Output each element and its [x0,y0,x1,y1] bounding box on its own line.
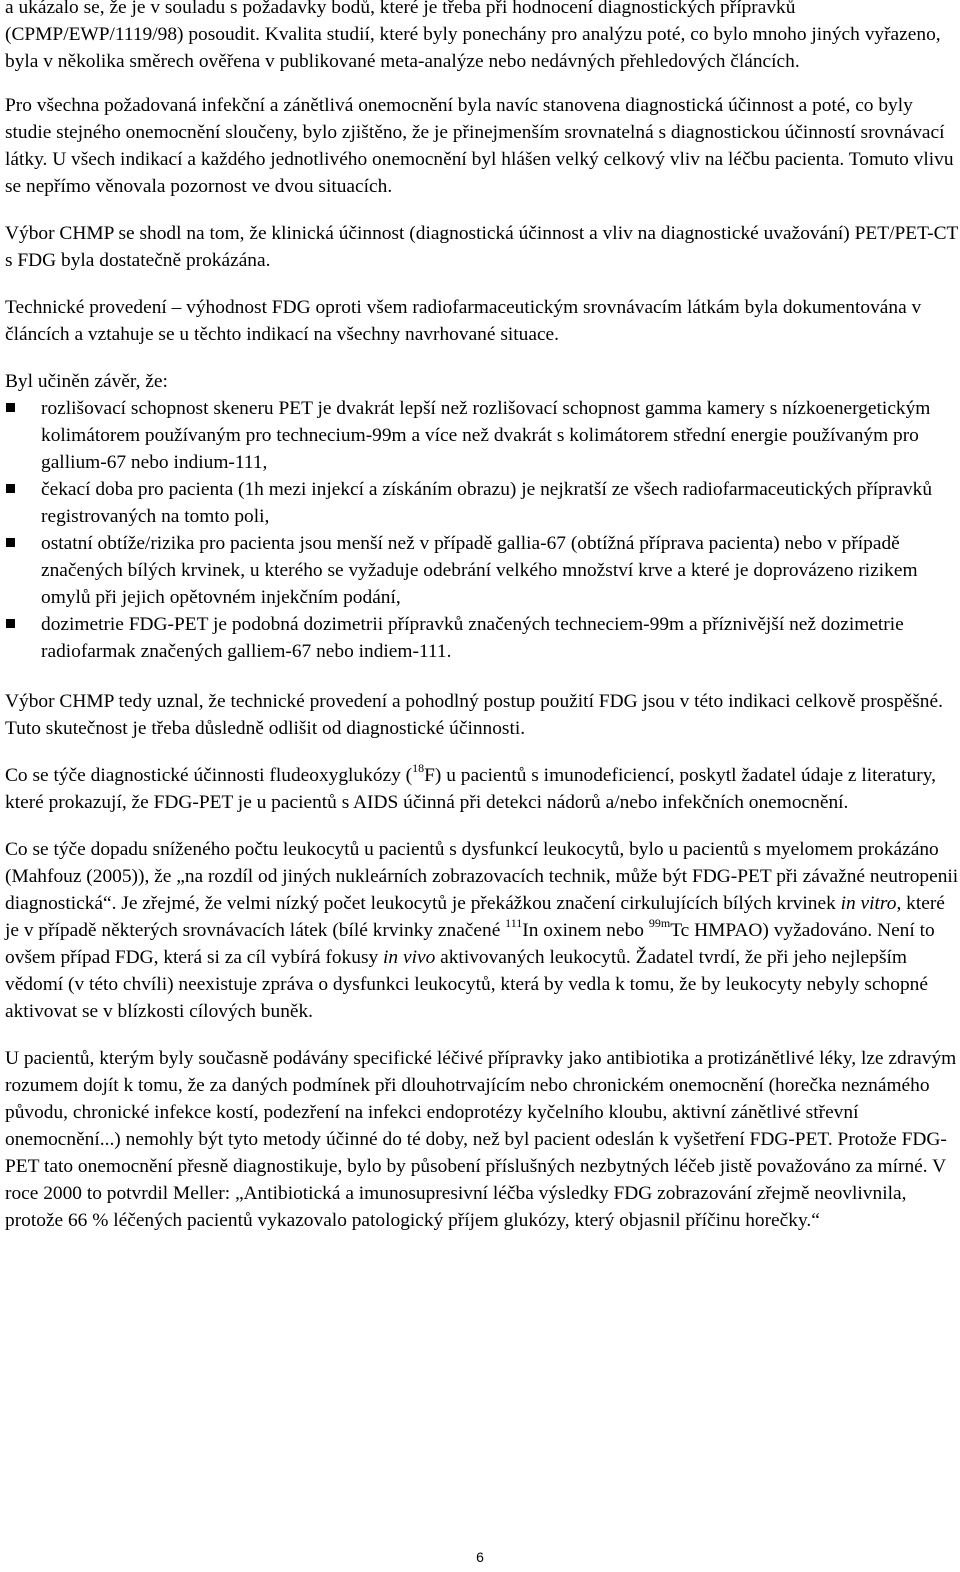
text-span: aktivovaných leukocytů. Žadatel tvrdí, že při jeho nejlepším vědomí (v této chvíli) neexistuje zpráva o dysfunkci leukocytů, která by vedla k tomu, že by leukocyty nebyly schopné aktivovat se v blízkosti cílových buněk. [5,947,928,1022]
paragraph-leukocytes [5,836,959,1025]
paragraph-chmp-acknowledgement: Výbor CHMP tedy uznal, že technické provedení a pohodlný postup použití FDG jsou v této indikaci celkově prospěšné. Tuto skutečnost je třeba důsledně odlišit od diagnostické účinnosti. [5,691,943,739]
superscript-isotope: 111 [505,915,523,930]
list-item: čekací doba pro pacienta (1h mezi injekcí a získáním obrazu) je nejkratší ze všech radiofarmaceutických přípravků registrovaných na tomto poli, [5,476,959,530]
text-span: F) u pacientů s imunodeficiencí, poskytl žadatel údaje z literatury, které prokazují, že FDG-PET je u pacientů s AIDS účinná při detekci nádorů a/nebo infekčních onemocnění. [5,765,937,813]
superscript-isotope: 99m [648,915,671,930]
document-body [5,0,959,1254]
superscript-isotope: 18 [412,760,425,775]
paragraph-diagnostic-efficacy: Pro všechna požadovaná infekční a zánětlivá onemocnění byla navíc stanovena diagnostická účinnost a poté, co byly studie stejného onemocnění sloučeny, bylo zjištěno, že je přinejmenším srovnatelná s diagnostickou účinností srovnávací látky. U všech indikací a každého jednotlivého onemocnění byl hlášen velký celkový vliv na léčbu pacienta. Tomuto vlivu se nepřímo věnovala pozornost ve dvou situacích. [5,95,954,197]
text-span: Tc HMPAO) vyžadováno. Není to ovšem případ FDG, která si za cíl vybírá fokusy [5,920,935,968]
paragraph-antibiotics: U pacientů, kterým byly současně podávány specifické léčivé přípravky jako antibiotika a protizánětlivé léky, lze zdravým rozumem dojít k tomu, že za daných podmínek při dlouhotrvajícím nebo chronickém onemocnění (horečka neznámého původu, chronické infekce kostí, podezření na infekci endoprotézy kyčelního kloubu, aktivní zánětlivé střevní onemocnění...) nemohly být tyto metody účinné do té doby, než byl pacient odeslán k vyšetření FDG-PET. Protože FDG-PET tato onemocnění přesně diagnostikuje, bylo by působení příslušných nezbytných léčeb jistě považováno za mírné. V roce 2000 to potvrdil Meller: „Antibiotická a imunosupresivní léčba výsledky FDG zobrazování zřejmě neovlivnila, protože 66 % léčených pacientů vykazovalo patologický příjem glukózy, který objasnil příčinu horečky.“ [5,1048,957,1231]
italic-term: in vivo [383,947,436,968]
paragraph-technical-performance: Technické provedení – výhodnost FDG oproti všem radiofarmaceutickým srovnávacím látkám byla dokumentována v článcích a vztahuje se u těchto indikací na všechny navrhované situace. [5,297,922,345]
paragraph-chmp-agreement: Výbor CHMP se shodl na tom, že klinická účinnost (diagnostická účinnost a vliv na diagnostické uvažování) PET/PET-CT s FDG byla dostatečně prokázána. [5,223,959,271]
text-span: Co se týče dopadu sníženého počtu leukocytů u pacientů s dysfunkcí leukocytů, bylo u pacientů s myelomem prokázáno (Mahfouz (2005)), že „na rozdíl od jiných nukleárních zobrazovacích technik, může být FDG-PET při závažné neutropenii diagnostická“. Je zřejmé, že velmi nízký počet leukocytů je překážkou značení cirkulujících bílých krvinek [5,839,959,914]
list-item: dozimetrie FDG-PET je podobná dozimetrii přípravků značených techneciem-99m a příznivější než dozimetrie radiofarmak značených galliem-67 nebo indiem-111. [5,611,959,665]
conclusion-lead: Byl učiněn závěr, že: [5,371,168,392]
italic-term: in vitro [840,893,897,914]
paragraph-immunodeficiency [5,762,959,816]
conclusion-list [5,395,959,665]
paragraph-intro: a ukázalo se, že je v souladu s požadavky bodů, které je třeba při hodnocení diagnostických přípravků (CPMP/EWP/1119/98) posoudit. Kvalita studií, které byly ponechány pro analýzu poté, co bylo mnoho jiných vyřazeno, byla v několika směrech ověřena v publikované meta-analýze nebo nedávných přehledových článcích. [5,0,941,72]
text-span: Co se týče diagnostické účinnosti fludeoxyglukózy ( [5,765,413,786]
list-item: rozlišovací schopnost skeneru PET je dvakrát lepší než rozlišovací schopnost gamma kamery s nízkoenergetickým kolimátorem používaným pro technecium-99m a více než dvakrát s kolimátorem střední energie používaným pro gallium-67 nebo indium-111, [5,395,959,476]
list-item: ostatní obtíže/rizika pro pacienta jsou menší než v případě gallia-67 (obtížná příprava pacienta) nebo v případě značených bílých krvinek, u kterého se vyžaduje odebrání velkého množství krve a které je doprovázeno rizikem omylů při jejich opětovném injekčním podání, [5,530,959,611]
text-span: , které je v případě některých srovnávacích látek (bílé krvinky značené [5,893,945,941]
text-span: In oxinem nebo [522,920,649,941]
page-number: 6 [476,1549,484,1565]
